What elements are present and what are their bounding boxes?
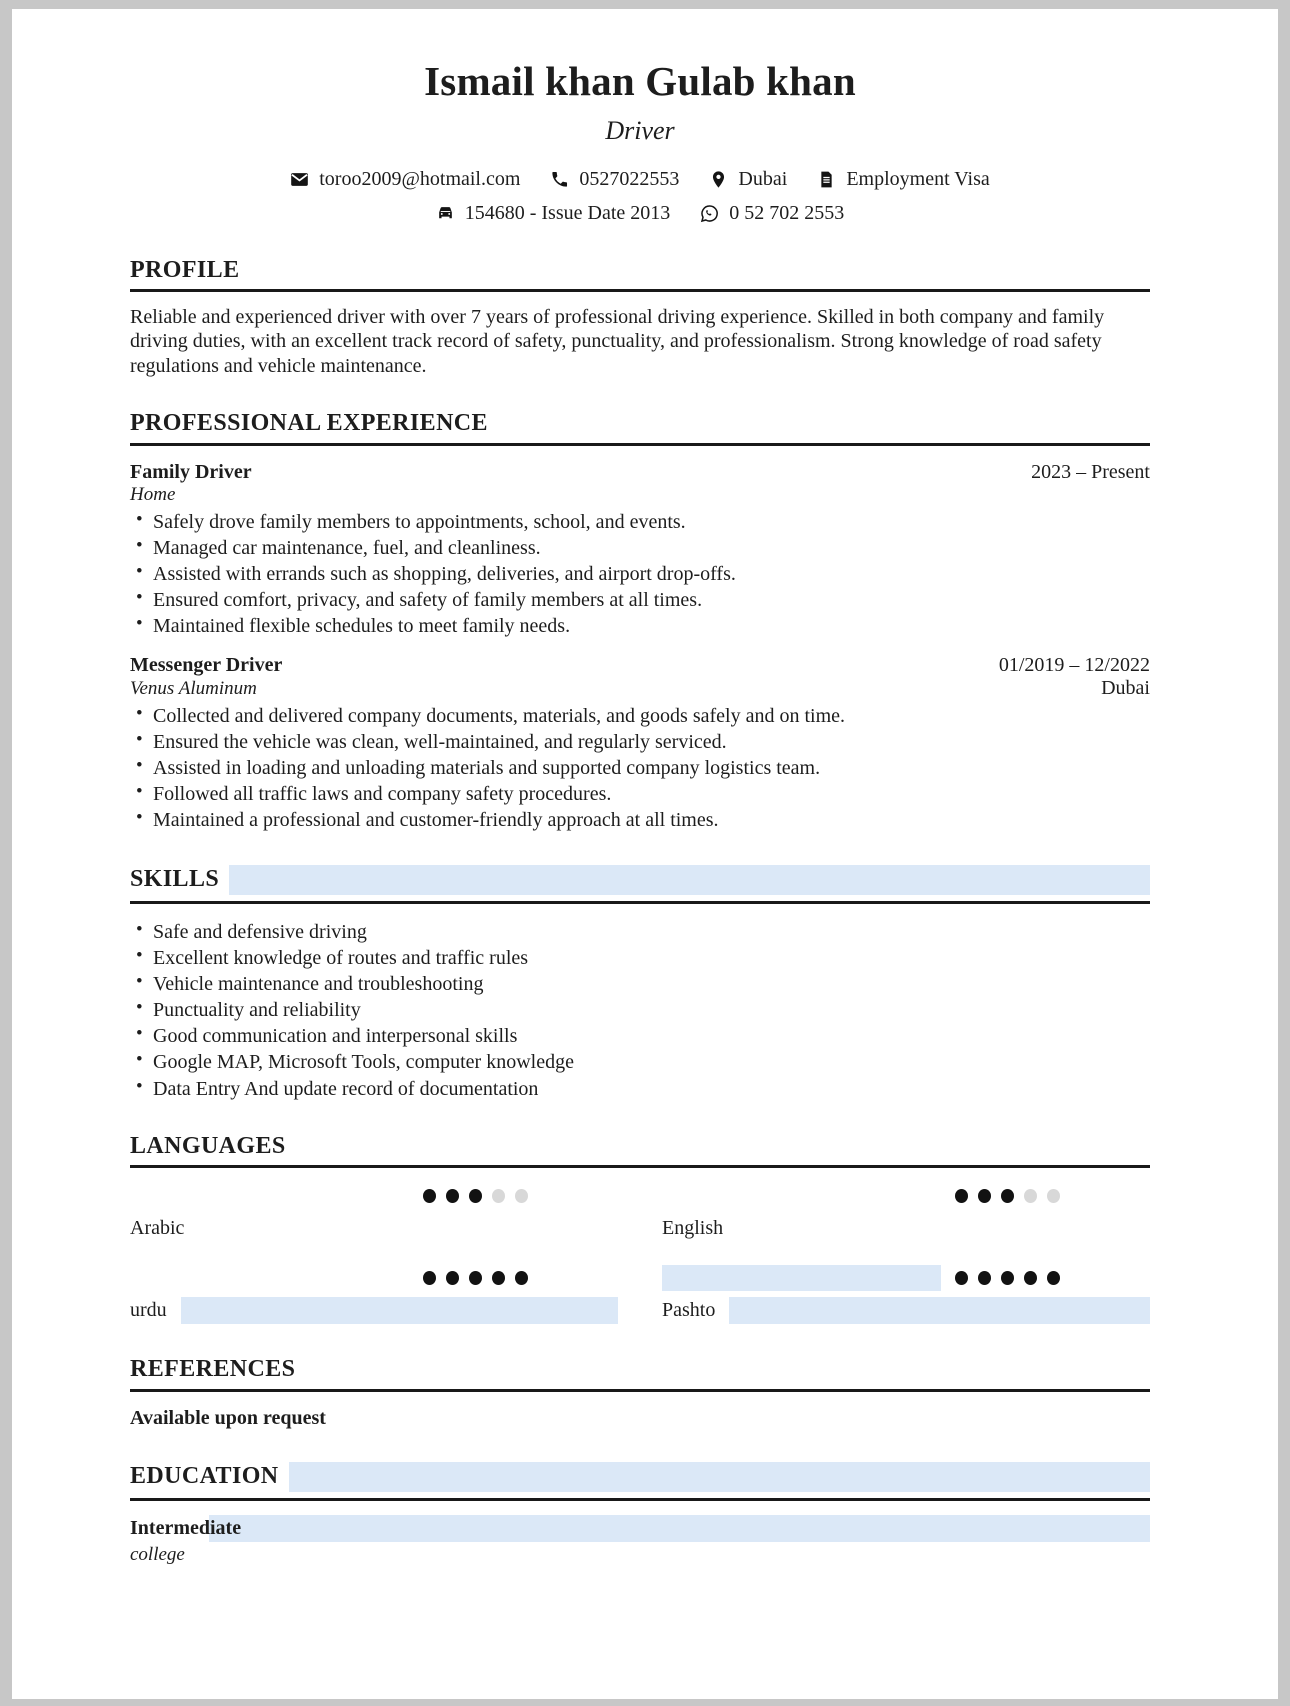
experience-heading: PROFESSIONAL EXPERIENCE	[130, 410, 488, 437]
language-pashto	[662, 1268, 1150, 1324]
skills-highlight-bar	[229, 865, 1150, 895]
rating-dot-filled	[469, 1189, 482, 1203]
section-references	[130, 1356, 1150, 1429]
rating-dot-filled	[1001, 1189, 1014, 1203]
profile-heading: PROFILE	[130, 256, 240, 283]
bullet-item: • Safely drove family members to appointments, school, and events.	[130, 510, 1150, 534]
whatsapp-icon	[700, 204, 719, 223]
car-icon	[436, 204, 455, 223]
bullet-item: • Ensured comfort, privacy, and safety of family members at all times.	[130, 588, 1150, 612]
skills-heading-row	[130, 865, 1150, 904]
bullet-item: • Followed all traffic laws and company safety procedures.	[130, 782, 1150, 806]
rating-dot-filled	[1047, 1271, 1060, 1285]
bullet-item: • Punctuality and reliability	[130, 998, 1150, 1022]
whatsapp-contact	[700, 202, 844, 225]
whatsapp-text: 0 52 702 2553	[729, 201, 845, 224]
bullet-item: • Vehicle maintenance and troubleshooting	[130, 972, 1150, 996]
job-1-title: Family Driver	[130, 460, 252, 483]
bullet-item: • Assisted in loading and unloading materials and supported company logistics team.	[130, 756, 1150, 780]
job-2-bullets	[130, 704, 1150, 833]
section-education	[130, 1462, 1150, 1566]
email-text: toroo2009@hotmail.com	[319, 167, 521, 190]
job-title: Driver	[605, 116, 675, 146]
bullet-item: • Maintained flexible schedules to meet family needs.	[130, 614, 1150, 638]
languages-heading-row	[130, 1133, 1150, 1168]
rating-dot-filled	[492, 1271, 505, 1285]
urdu-rating-dots	[130, 1268, 618, 1288]
resume-header	[130, 59, 1150, 225]
contact-row-1	[130, 168, 1150, 191]
bullet-item: • Maintained a professional and customer-friendly approach at all times.	[130, 808, 1150, 832]
bullet-item: • Ensured the vehicle was clean, well-maintained, and regularly serviced.	[130, 730, 1150, 754]
education-heading: EDUCATION	[130, 1463, 279, 1490]
phone-contact	[550, 168, 679, 191]
job-2-dates: 01/2019 – 12/2022	[998, 653, 1150, 676]
urdu-highlight-bar	[181, 1297, 618, 1324]
skills-list	[130, 920, 1150, 1101]
experience-heading-row	[130, 410, 1150, 445]
education-highlight-bar	[289, 1462, 1150, 1492]
job-2-location: Dubai	[1101, 676, 1150, 699]
language-english	[662, 1186, 1150, 1242]
visa-text: Employment Visa	[846, 167, 990, 190]
degree-highlight-bar	[209, 1515, 1150, 1542]
license-text: 154680 - Issue Date 2013	[464, 201, 671, 224]
rating-dot-filled	[1001, 1271, 1014, 1285]
job-1-bullets	[130, 510, 1150, 639]
bullet-item: • Excellent knowledge of routes and traffic rules	[130, 946, 1150, 970]
visa-contact	[817, 168, 989, 191]
section-languages	[130, 1133, 1150, 1324]
rating-dot-empty	[515, 1189, 528, 1203]
rating-dot-filled	[955, 1271, 968, 1285]
references-heading-row	[130, 1356, 1150, 1391]
job-entry	[130, 654, 1150, 833]
profile-text: Reliable and experienced driver with over 7 years of professional driving experience. Skilled in both company and family driving duties, with an excellent track record of safety, punctuality, and professionalism. Strong knowledge of road safety regulations and vehicle maintenance.	[130, 306, 1105, 377]
pashto-highlight-bar	[729, 1297, 1150, 1324]
rating-dot-filled	[515, 1271, 528, 1285]
skills-heading: SKILLS	[130, 866, 220, 893]
languages-grid	[130, 1186, 1150, 1324]
education-school: college	[130, 1543, 185, 1565]
languages-heading: LANGUAGES	[130, 1132, 286, 1159]
bullet-item: • Data Entry And update record of documentation	[130, 1077, 1150, 1101]
section-profile	[130, 257, 1150, 379]
language-arabic	[130, 1186, 618, 1242]
pashto-rating-dots	[662, 1268, 1150, 1288]
arabic-rating-dots	[130, 1186, 618, 1206]
resume-page	[12, 9, 1278, 1699]
rating-dot-filled	[446, 1271, 459, 1285]
rating-dot-filled	[978, 1189, 991, 1203]
rating-dot-filled	[469, 1271, 482, 1285]
pashto-label: Pashto	[662, 1299, 716, 1322]
rating-dot-filled	[955, 1189, 968, 1203]
license-contact	[436, 202, 671, 225]
section-skills	[130, 865, 1150, 1101]
education-degree: Intermediate	[130, 1516, 242, 1539]
bullet-item: • Good communication and interpersonal skills	[130, 1024, 1150, 1048]
rating-dot-empty	[1047, 1189, 1060, 1203]
location-contact	[709, 168, 787, 191]
contact-row-2	[130, 202, 1150, 225]
rating-dot-filled	[423, 1189, 436, 1203]
rating-dot-filled	[423, 1271, 436, 1285]
references-heading: REFERENCES	[130, 1356, 296, 1383]
phone-text: 0527022553	[579, 167, 680, 190]
urdu-label: urdu	[130, 1299, 167, 1322]
english-rating-dots	[662, 1186, 1150, 1206]
profile-heading-row	[130, 257, 1150, 292]
location-text: Dubai	[738, 167, 788, 190]
email-contact	[290, 168, 520, 191]
job-1-dates: 2023 – Present	[1031, 460, 1150, 483]
document-icon	[817, 170, 836, 189]
rating-dot-empty	[1024, 1189, 1037, 1203]
email-icon	[290, 170, 309, 189]
rating-dot-filled	[446, 1189, 459, 1203]
job-1-company: Home	[130, 483, 176, 505]
job-entry	[130, 461, 1150, 639]
english-label: English	[662, 1217, 724, 1240]
references-text: Available upon request	[130, 1406, 326, 1429]
bullet-item: • Assisted with errands such as shopping, deliveries, and airport drop-offs.	[130, 562, 1150, 586]
education-heading-row	[130, 1462, 1150, 1501]
section-experience	[130, 410, 1150, 832]
person-name: Ismail khan Gulab khan	[424, 58, 856, 104]
rating-dot-filled	[978, 1271, 991, 1285]
phone-icon	[550, 170, 569, 189]
location-icon	[709, 170, 728, 189]
arabic-label: Arabic	[130, 1217, 185, 1240]
job-2-company: Venus Aluminum	[130, 677, 257, 699]
bullet-item: • Managed car maintenance, fuel, and cleanliness.	[130, 536, 1150, 560]
bullet-item: • Collected and delivered company documents, materials, and goods safely and on time.	[130, 704, 1150, 728]
language-urdu	[130, 1268, 618, 1324]
bullet-item: • Google MAP, Microsoft Tools, computer knowledge	[130, 1050, 1150, 1074]
dots-highlight-bar	[662, 1265, 941, 1291]
rating-dot-empty	[492, 1189, 505, 1203]
bullet-item: • Safe and defensive driving	[130, 920, 1150, 944]
rating-dot-filled	[1024, 1271, 1037, 1285]
job-2-title: Messenger Driver	[130, 653, 283, 676]
